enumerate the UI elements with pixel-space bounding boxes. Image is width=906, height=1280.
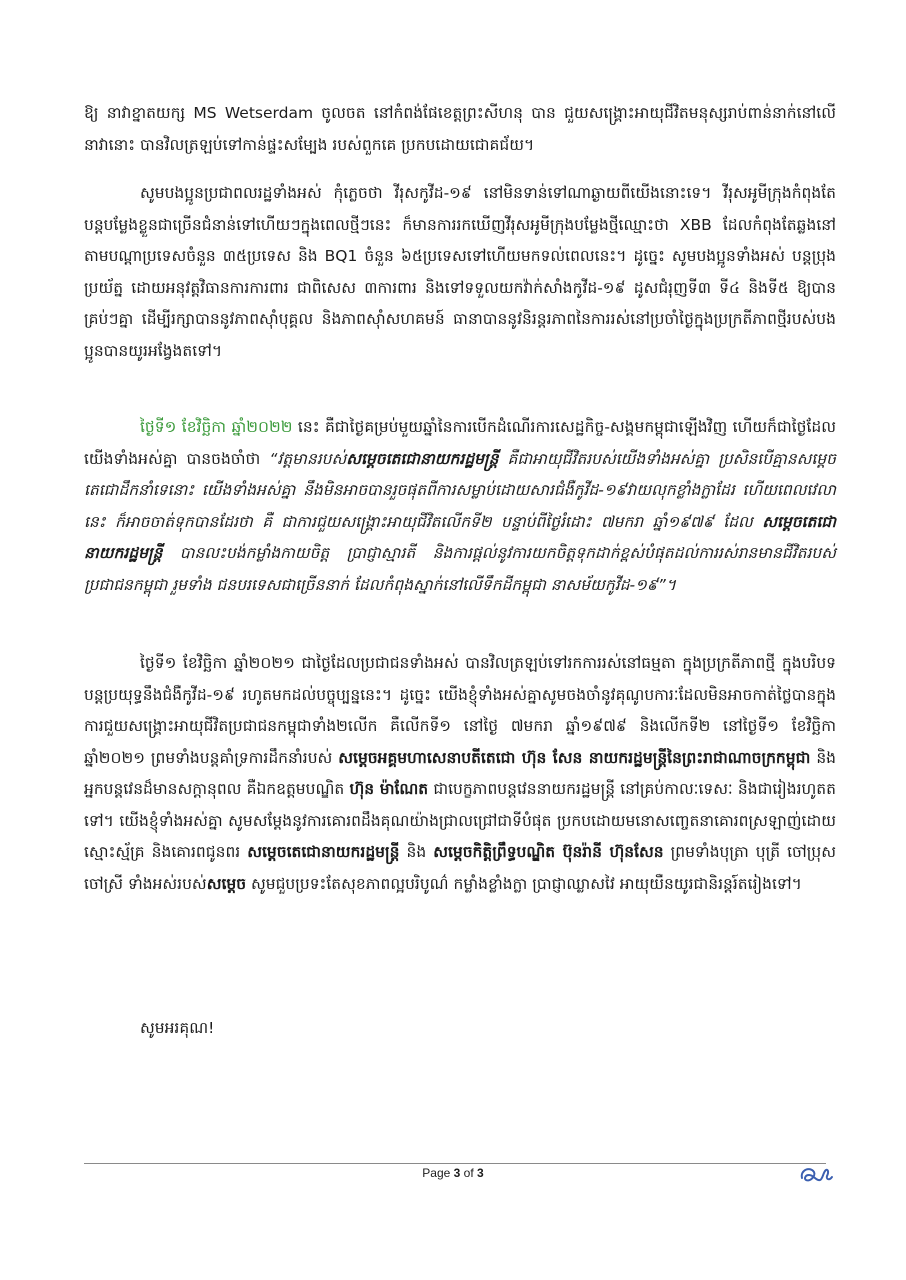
quote-pm-title-2: សម្តេចតេជោនាយករដ្ឋមន្ត្រី <box>84 512 836 562</box>
quote-close: បានលះបង់កម្លាំងកាយចិត្ត ប្រាជ្ញាស្មារតី និងការផ្តល់នូវការយកចិត្តទុកដាក់ខ្ពស់បំផុតដល់ការរស់រានមានជីវិតរបស់ប្រជាជនកម្ពុជា រួមទាំង ជនបរទេសជាច្រើននាក់ ដែលកំពុងស្នាក់នៅលើទឹកដីកម្ពុជា នាសម័យកូវីដ-១៩”។ <box>84 544 836 594</box>
closing-thanks: សូមអរគុណ! <box>140 1019 215 1037</box>
conjunction: និង <box>399 843 434 861</box>
page-total: 3 <box>477 1166 484 1180</box>
blessing-text: សូមជួបប្រទះតែសុខភាពល្អបរិបូណ៌ កម្លាំងខ្លាំងក្លា ប្រាជ្ញាឈ្លាសវៃ អាយុយឺនយូរជានិរន្តរ៍តរៀងទៅ។ <box>246 874 802 893</box>
gratitude-text: ជាបេក្ខភាពបន្តវេននាយករដ្ឋមន្ត្រី នៅគ្រប់កាលៈទេសៈ និងជារៀងរហូតតទៅ។ យើងខ្ញុំទាំងអស់គ្នា សូមសម្តែងនូវការគោរពដឹងគុណយ៉ាងជ្រាលជ្រៅជាទីបំផុត ប្រកបដោយមនោសញ្ចេតនាគោរពស្រឡាញ់ដោយស្មោះស្ម័គ្រ និងគោរពជូនពរ <box>84 780 836 861</box>
page-label: Page <box>422 1166 454 1180</box>
paragraph-4-intro: ថ្ងៃទី១ ខែវិច្ឆិកា ឆ្នាំ២០២១ ជាថ្ងៃដែលប្រជាជនទាំងអស់ បានវិលត្រឡប់ទៅរកការរស់នៅធម្មតា ក្នុងប្រក្រតីភាពថ្មី ក្នុងបរិបទបន្តប្រយុទ្ធនឹងជំងឺកូវីដ-១៩ រហូតមកដល់បច្ចុប្បន្ននេះ។ ដូច្នេះ យើងខ្ញុំទាំងអស់គ្នាសូមចងចាំនូវគុណូបការៈដែលមិនអាចកាត់ថ្លៃបានក្នុងការជួយសង្គ្រោះអាយុជីវិតប្រជាជនកម្ពុជាទាំង២លើក គឺលើកទី១ នៅថ្ងៃ ៧មករា ឆ្នាំ១៩៧៩ និងលើកទី២ នៅថ្ងៃទី១ ខែវិច្ឆិកា ឆ្នាំ២០២១ ព្រមទាំងបន្តគាំទ្រការដឹកនាំរបស់ <box>84 654 836 767</box>
paragraph-1: ឱ្យ នាវាខ្នាតយក្ស MS Wetserdam ចូលចត នៅកំពង់ផែខេត្តព្រះសីហនុ បាន ជួយសង្គ្រោះអាយុជីវិតមនុស្សរាប់ពាន់នាក់នៅលើនាវានោះ បានវិលត្រឡប់ទៅកាន់ផ្ទះសម្បែង របស់ពួកគេ ប្រកបដោយជោគជ័យ។ <box>84 104 836 154</box>
page-current: 3 <box>453 1166 461 1180</box>
quote-pm-title-1: សម្តេចតេជោនាយករដ្ឋមន្ត្រី <box>346 449 499 468</box>
page-number <box>0 1166 906 1180</box>
samdech-word: សម្តេច <box>206 874 247 893</box>
quote-body: គឺជាអាយុជីវិតរបស់យើងទាំងអស់គ្នា ប្រសិនបើគ្មានសម្តេចតេជោដឹកនាំទេនោះ យើងទាំងអស់គ្នា នឹងមិនអាចបានរួចផុតពីការសម្លាប់ដោយសារជំងឺកូវីដ-១៩វាយលុកខ្លាំងក្លាដែរ ហើយពេលវេលានេះ ក៏អាចចាត់ទុកបានដែរថា គឺ ជាការជួយសង្គ្រោះអាយុជីវិតលើកទី២ បន្ទាប់ពីថ្ងៃរំដោះ ៧មករា ឆ្នាំ១៩៧៩ ដែល <box>84 449 836 531</box>
successor-intro: និងអ្នកបន្តវេនដ៏មានសក្តានុពល គឺឯកឧត្តមបណ្ឌិត <box>84 748 836 798</box>
successor-name: ហ៊ុន ម៉ាណែត <box>349 780 429 798</box>
family-text: ព្រមទាំងបុត្រា បុត្រី ចៅប្រុស ចៅស្រី ទាំងអស់របស់ <box>84 843 836 893</box>
pm-title-3: សម្តេចតេជោនាយករដ្ឋមន្ត្រី <box>247 843 400 861</box>
pm-full-title: សម្តេចអគ្គមហាសេនាបតីតេជោ ហ៊ុន សែន នាយករដ្ឋមន្ត្រីនៃព្រះរាជាណាចក្រកម្ពុជា <box>338 748 811 767</box>
page-of-label: of <box>460 1166 478 1180</box>
footer-divider <box>84 1163 826 1164</box>
paragraph-3-intro: នេះ គឺជាថ្ងៃគម្រប់មួយឆ្នាំនៃការបើកដំណើរការសេដ្ឋកិច្ច-សង្គមកម្ពុជាឡើងវិញ ហើយក៏ជាថ្ងៃដែលយើងទាំងអស់គ្នា បានចងចាំថា <box>84 418 836 468</box>
signature-initials-icon <box>796 1160 836 1188</box>
paragraph-3 <box>84 412 836 601</box>
highlighted-date: ថ្ងៃទី១ ខែវិច្ឆិកា ឆ្នាំ២០២២ <box>140 418 293 436</box>
spouse-title: សម្តេចកិត្តិព្រឹទ្ធបណ្ឌិត ប៊ុនរ៉ានី ហ៊ុនសែន <box>433 843 664 861</box>
quote-open: “វត្តមានរបស់ <box>269 449 347 468</box>
paragraph-4 <box>84 648 836 900</box>
paragraph-2: សូមបងប្អូនប្រជាពលរដ្ឋទាំងអស់ កុំភ្លេចថា វីរុសកូវីដ-១៩ នៅមិនទាន់ទៅណាឆ្ងាយពីយើងនោះទេ។ វីរុសអូមីក្រុងកំពុងតែបន្តបម្លែងខ្លួនជាច្រើនជំនាន់ទៅហើយៗក្នុងពេលថ្មីៗនេះ ក៏មានការរកឃើញវីរុសអូមីក្រុងបម្លែងថ្មីឈ្មោះថា XBB ដែលកំពុងតែឆ្លងនៅតាមបណ្តាប្រទេសចំនួន ៣៥ប្រទេស និង BQ1 ចំនួន ៦៥ប្រទេសទៅហើយមកទល់ពេលនេះ។ ដូច្នេះ សូមបងប្អូនទាំងអស់ បន្តប្រុងប្រយ័ត្ន ដោយអនុវត្តវិធានការការពារ ជាពិសេស ៣ការពារ និងទៅទទួលយកវ៉ាក់សាំងកូវីដ-១៩ ដូសជំរុញទី៣ ទី៤ និងទី៥ ឱ្យបានគ្រប់ៗគ្នា ដើម្បីរក្សាបាននូវភាពស៊ាំបុគ្គល និងភាពស៊ាំសហគមន៍ ធានាបាននូវនិរន្តរភាពនៃការរស់នៅប្រចាំថ្ងៃក្នុងប្រក្រតីភាពថ្មីរបស់បងប្អូនបានយូរអង្វែងតទៅ។ <box>84 184 836 360</box>
